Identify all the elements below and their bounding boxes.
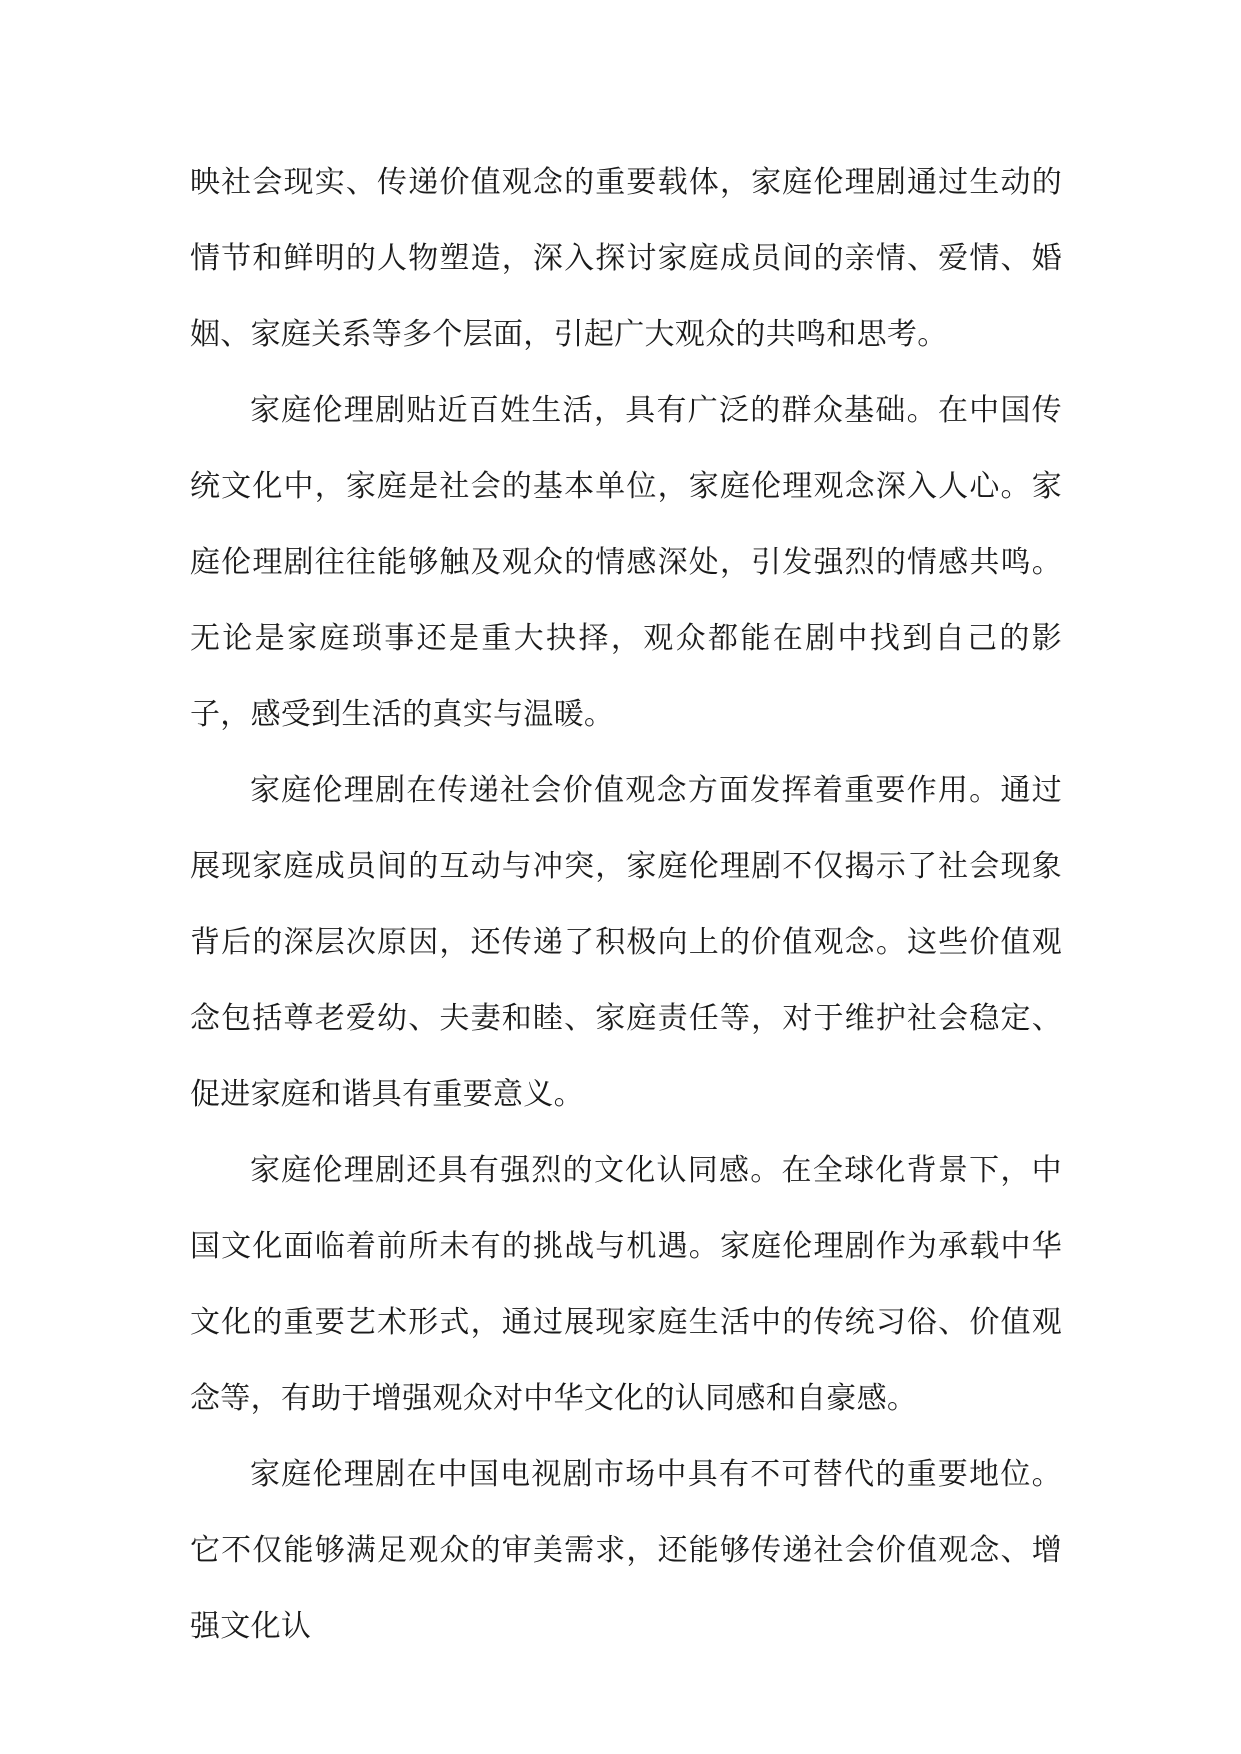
paragraph: 家庭伦理剧还具有强烈的文化认同感。在全球化背景下，中国文化面临着前所未有的挑战与机遇。家庭伦理剧作为承载中华文化的重要艺术形式，通过展现家庭生活中的传统习俗、价值观念等，有助于增强观众对中华文化的认同感和自豪感。 [190,1153,1062,1416]
paragraph: 家庭伦理剧在中国电视剧市场中具有不可替代的重要地位。它不仅能够满足观众的审美需求，还能够传递社会价值观念、增强文化认 [190,1457,1062,1644]
document-body [190,145,1062,1665]
paragraph: 家庭伦理剧贴近百姓生活，具有广泛的群众基础。在中国传统文化中，家庭是社会的基本单位，家庭伦理观念深入人心。家庭伦理剧往往能够触及观众的情感深处，引发强烈的情感共鸣。无论是家庭琐事还是重大抉择，观众都能在剧中找到自己的影子，感受到生活的真实与温暖。 [190,393,1062,732]
paragraph: 家庭伦理剧在传递社会价值观念方面发挥着重要作用。通过展现家庭成员间的互动与冲突，家庭伦理剧不仅揭示了社会现象背后的深层次原因，还传递了积极向上的价值观念。这些价值观念包括尊老爱幼、夫妻和睦、家庭责任等，对于维护社会稳定、促进家庭和谐具有重要意义。 [190,773,1062,1112]
paragraph-continuation: 映社会现实、传递价值观念的重要载体，家庭伦理剧通过生动的情节和鲜明的人物塑造，深入探讨家庭成员间的亲情、爱情、婚姻、家庭关系等多个层面，引起广大观众的共鸣和思考。 [190,165,1062,352]
